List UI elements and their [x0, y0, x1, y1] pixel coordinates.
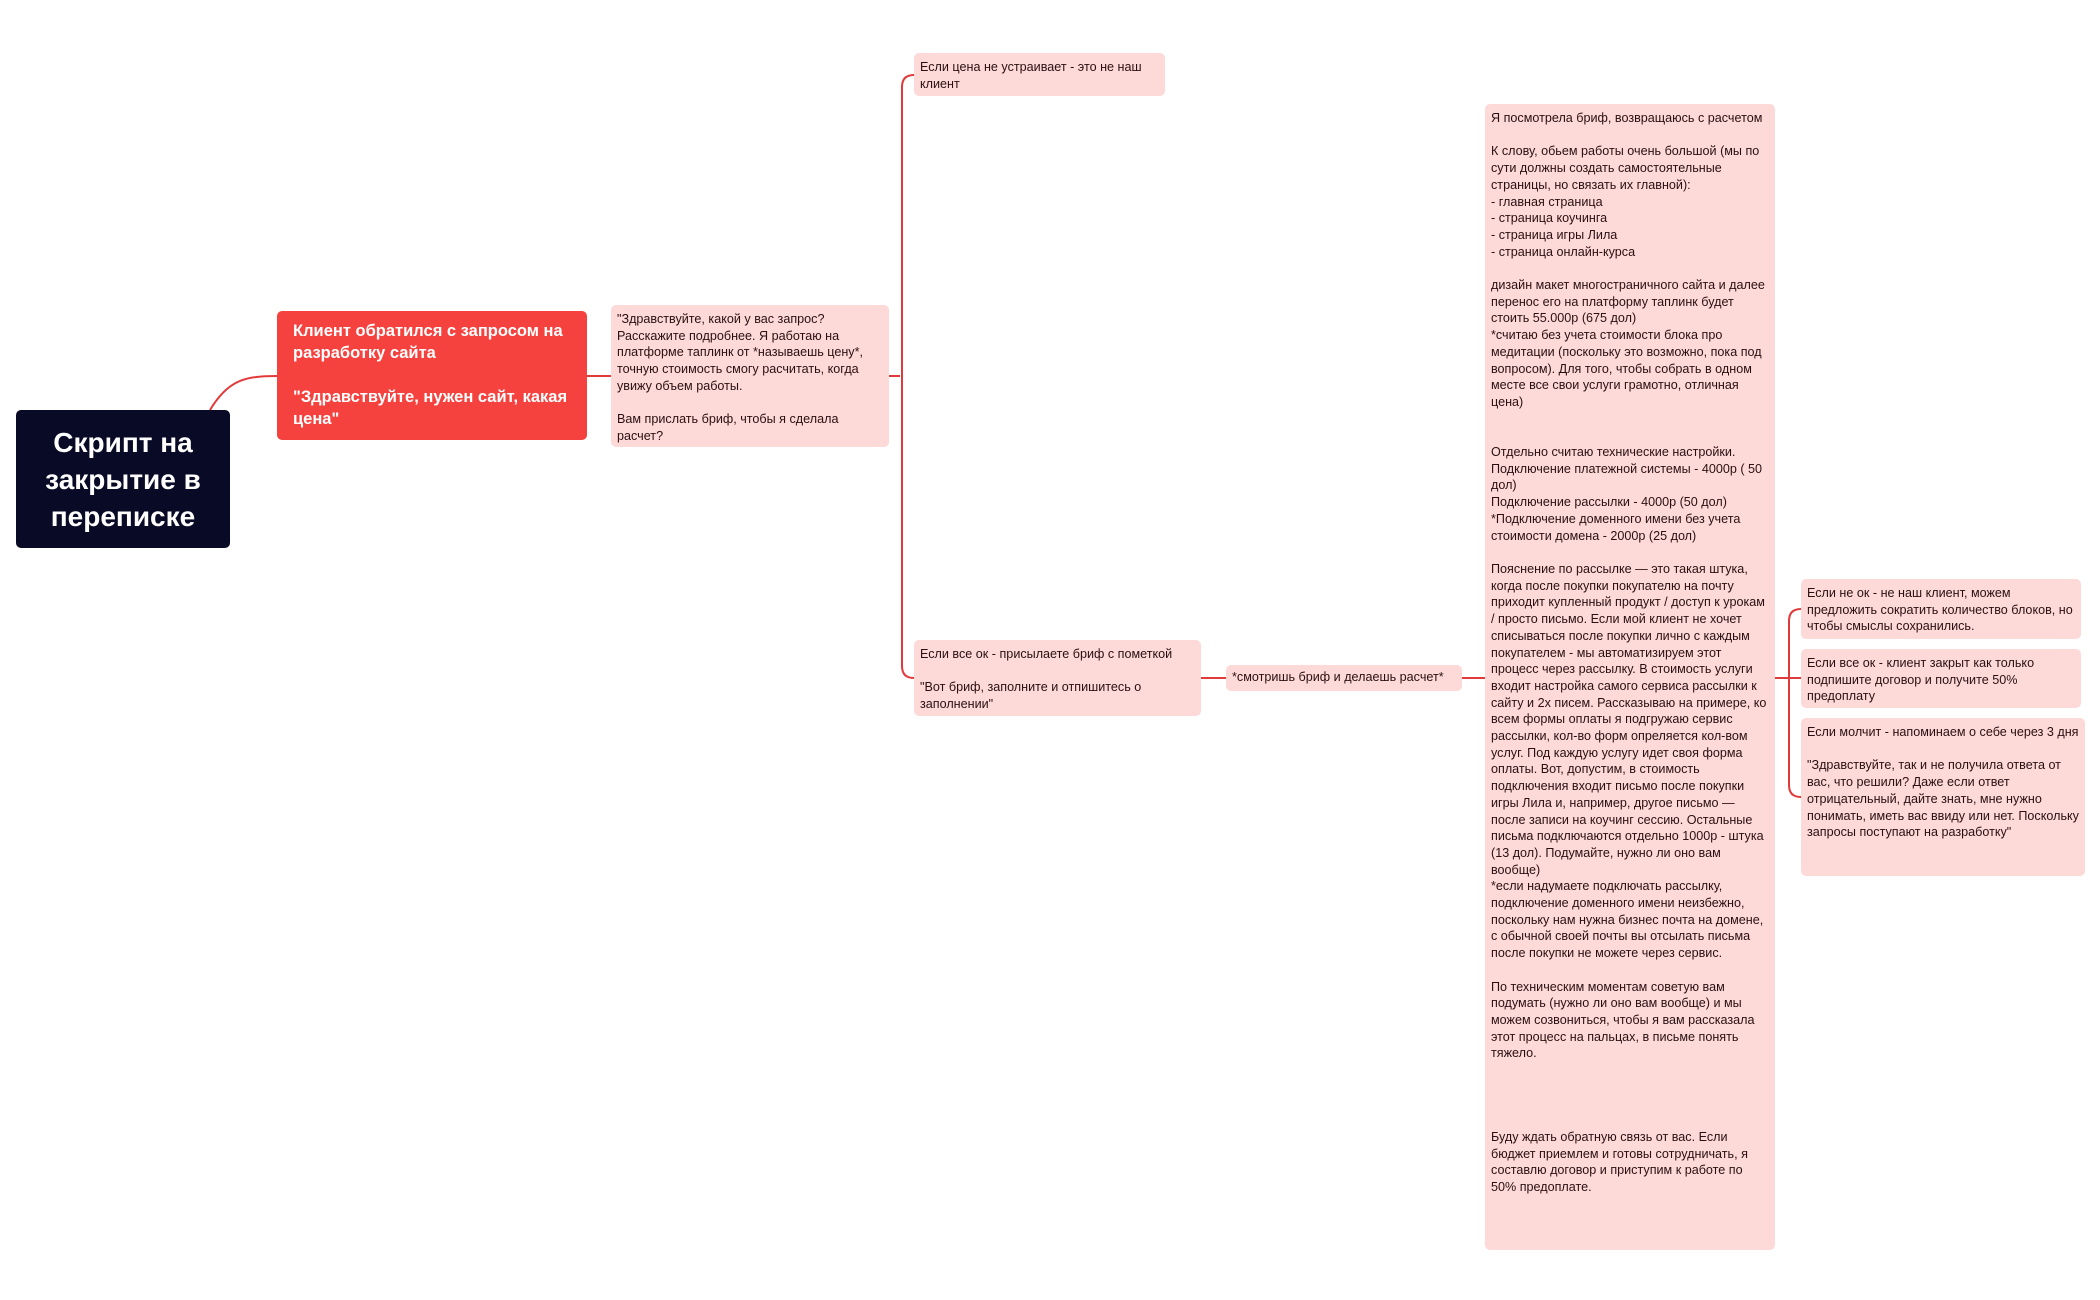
root-node[interactable]: Скрипт на закрытие в переписке [16, 410, 230, 548]
price-not-ok-node[interactable]: Если цена не устраивает - это не наш клиент [914, 53, 1165, 96]
outcome-silent-node[interactable]: Если молчит - напоминаем о себе через 3 дня "Здравствуйте, так и не получила ответа от вас, что решили? Даже если ответ отрицательный, дайте знать, мне нужно понимать, иметь вас ввиду или нет. Поскольку запросы поступают на разработку" [1801, 718, 2085, 876]
greeting-reply-node[interactable]: "Здравствуйте, какой у вас запрос? Расскажите подробнее. Я работаю на платформе таплинк от *называешь цену*, точную стоимость смогу расчитать, когда увижу объем работы. Вам прислать бриф, чтобы я сделала расчет? [611, 305, 889, 447]
send-brief-node[interactable]: Если все ок - присылаете бриф с пометкой "Вот бриф, заполните и отпишитесь о заполнении" [914, 640, 1201, 716]
connector-outcome-trunk [1789, 609, 1801, 797]
client-request-node[interactable]: Клиент обратился с запросом на разработку сайта "Здравствуйте, нужен сайт, какая цена" [277, 311, 587, 440]
calculation-message-node[interactable]: Я посмотрела бриф, возвращаюсь с расчетом К слову, обьем работы очень большой (мы по сути должны создать самостоятельные страницы, но связать их главной): - главная страница - страница коучинга - страница игры Лила - страница онлайн-курса дизайн макет многостраничного сайта и далее перенос его на платформу таплинк будет стоить 55.000р (675 дол) *считаю без учета стоимости блока про медитации (поскольку это возможно, пока под вопросом). Для того, чтобы собрать в одном месте все свои услуги грамотно, отличная цена) Отдельно считаю технические настройки. Подключение платежной системы - 4000р ( 50 дол) Подключение рассылки - 4000р (50 дол) *Подключение доменного имени без учета стоимости домена - 2000р (25 дол) Пояснение по рассылке — это такая штука, когда после покупки покупателю на почту приходит купленный продукт / доступ к урокам / просто письмо. Если мой клиент не хочет списываться после покупки лично с каждым покупателем - мы автоматизируем этот процесс через рассылку. В стоимость услуги входит настройка самого сервиса рассылки к сайту и 2х писем. Рассказываю на примере, ко всем формы оплаты я подгружаю сервис рассылки, кол-во форм опреляется кол-вом услуг. Под каждую услугу идет своя форма оплаты. Вот, допустим, в стоимость подключения входит письмо после покупки игры Лила и, например, другое письмо — после записи на коучинг сессию. Остальные письма подключаются отдельно 1000р - штука (13 дол). Подумайте, нужно ли оно вам вообще) *если надумаете подключать рассылку, подключение доменного имени неизбежно, поскольку нам нужна бизнес почта на домене, с обычной своей почты вы отсылать письма после покупки не можете через сервис. По техническим моментам советую вам подумать (нужно ли оно вам вообще) и мы можем созвониться, чтобы я вам рассказала этот процесс на пальцах, в письме понять тяжело. Буду ждать обратную связь от вас. Если бюджет приемлем и готовы сотрудничать, я составлю договор и приступим к работе по 50% предоплате. [1485, 104, 1775, 1250]
connector-branch-trunk [902, 75, 914, 678]
outcome-not-ok-node[interactable]: Если не ок - не наш клиент, можем предложить сократить количество блоков, но чтобы смыслы сохранились. [1801, 579, 2081, 639]
connector-root-to-request [210, 376, 277, 410]
review-brief-node[interactable]: *смотришь бриф и делаешь расчет* [1226, 665, 1462, 691]
outcome-ok-node[interactable]: Если все ок - клиент закрыт как только подпишите договор и получите 50% предоплату [1801, 649, 2081, 708]
